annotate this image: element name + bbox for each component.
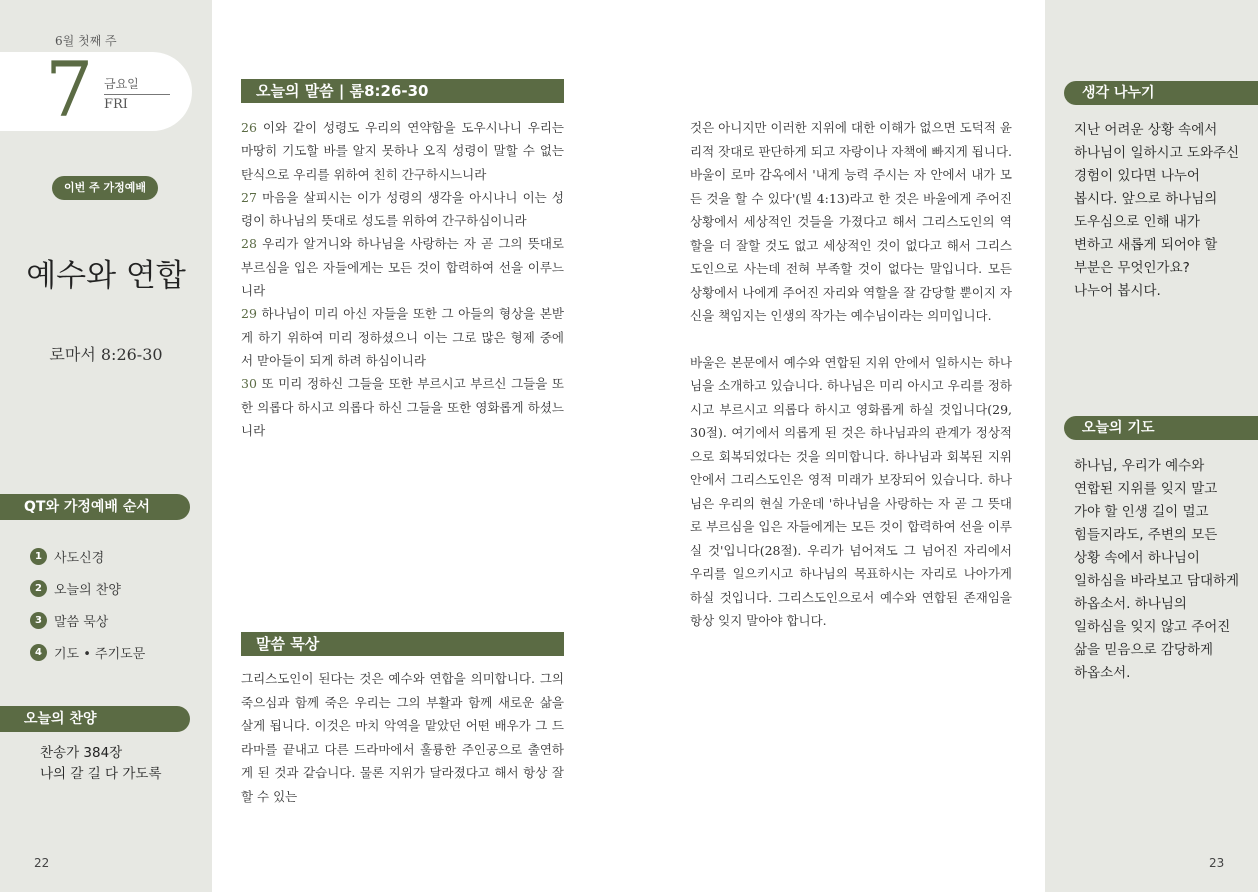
- verse-number: 26: [241, 120, 257, 135]
- page-number-left: 22: [34, 856, 50, 870]
- week-label: 6월 첫째 주: [55, 34, 117, 48]
- share-text: 지난 어려운 상황 속에서 하나님이 일하시고 도와주신 경험이 있다면 나누어 봅시다. 앞으로 하나님의 도우심으로 인해 내가 변하고 새롭게 되어야 할 부분은 무엇인가요? 나누어 봅시다.: [1074, 122, 1240, 299]
- day-divider: [104, 94, 170, 95]
- date-number: 7: [45, 45, 94, 134]
- day-korean: 금요일: [104, 77, 139, 91]
- verse: [241, 232, 564, 302]
- verse-text: 또 미리 정하신 그들을 또한 부르시고 부르신 그들을 또한 의롭다 하시고 의롭다 하신 그들을 또한 영화롭게 하셨느니라: [241, 376, 564, 438]
- verse-text: 우리가 알거니와 하나님을 사랑하는 자 곧 그의 뜻대로 부르심을 입은 자들에게는 모든 것이 합력하여 선을 이루느니라: [241, 236, 564, 299]
- meditation-heading: 말씀 묵상: [241, 632, 564, 656]
- prayer-heading: 오늘의 기도: [1064, 416, 1258, 440]
- verse-number: 29: [241, 306, 257, 322]
- page-title: 예수와 연합: [26, 258, 186, 294]
- number-badge: 1: [30, 548, 47, 565]
- number-badge: 2: [30, 580, 47, 597]
- prayer-text: 하나님, 우리가 예수와 연합된 지위를 잊지 말고 가야 할 인생 길이 멀고 힘들지라도, 주변의 모든 상황 속에서 하나님이 일하심을 바라보고 담대하게 하옵소서. 하나님의 일하심을 잊지 않고 주어진 삶을 믿음으로 감당하게 하옵소서.: [1074, 458, 1240, 681]
- day-english: FRI: [104, 97, 128, 112]
- verse: [241, 186, 564, 233]
- today-word-heading: 오늘의 말씀 | 롬8:26-30: [241, 79, 564, 103]
- number-badge: 3: [30, 612, 47, 629]
- meditation-text-col1: 그리스도인이 된다는 것은 예수와 연합을 의미합니다. 그의 죽으심과 함께 죽은 우리는 그의 부활과 함께 새로운 삶을 살게 됩니다. 이것은 마치 악역을 맡았던 어떤 배우가 그 드라마를 끝내고 다른 드라마에서 훌륭한 주인공으로 출연하게 된 것과 같습니다. 물론 지위가 달라졌다고 해서 항상 잘할 수 있는: [241, 671, 564, 804]
- verse: [241, 372, 564, 442]
- order-item-label: 오늘의 찬양: [54, 582, 121, 598]
- weekly-worship-badge: 이번 주 가정예배: [52, 176, 158, 200]
- order-heading: QT와 가정예배 순서: [0, 494, 190, 520]
- order-item: [30, 604, 145, 636]
- hymn-info: [40, 743, 162, 785]
- share-heading: 생각 나누기: [1064, 81, 1258, 105]
- order-item: [30, 540, 145, 572]
- number-badge: 4: [30, 644, 47, 661]
- hymn-title: 나의 갈 길 다 가도록: [40, 766, 162, 782]
- page-number-right: 23: [1209, 856, 1225, 870]
- verse-text: 하나님이 미리 아신 자들을 또한 그 아들의 형상을 본받게 하기 위하여 미리 정하셨으니 이는 그로 많은 형제 중에서 맏아들이 되게 하려 하심이니라: [241, 306, 564, 368]
- verse-number: 28: [241, 236, 257, 252]
- scripture-reference: 로마서 8:26-30: [49, 345, 163, 364]
- date-box: [0, 45, 192, 134]
- hymn-number: 찬송가 384장: [40, 745, 123, 761]
- order-item: [30, 572, 145, 604]
- verse-number: 27: [241, 189, 257, 205]
- order-item-label: 사도신경: [54, 550, 105, 566]
- meditation-text-col2: [690, 116, 1012, 633]
- verse: [241, 302, 564, 372]
- order-list: [30, 540, 145, 668]
- verse-number: 30: [241, 376, 257, 392]
- verse-text: 마음을 살피시는 이가 성령의 생각을 아시나니 이는 성령이 하나님의 뜻대로 성도를 위하여 간구하심이니라: [241, 189, 564, 229]
- meditation-paragraph: 바울은 본문에서 예수와 연합된 지위 안에서 일하시는 하나님을 소개하고 있습니다. 하나님은 미리 아시고 우리를 정하시고 부르시고 의롭다 하시고 영화롭게 하실 것입니다(29, 30절). 여기에서 의롭게 된 것은 하나님과의 관계가 정상적으로 회복되었다는 것을 의미합니다. 하나님과 회복된 지위 안에서 그리스도인은 영적 미래가 보장되어 있습니다. 하나님은 우리의 현실 가운데 '하나님을 사랑하는 자 곧 그 뜻대로 부르심을 입은 자들에게는 모든 것이 합력하여 선을 이루실 것'입니다(28절). 우리가 넘어져도 그 넘어진 자리에서 우리를 일으키시고 하나님의 목표하시는 자리로 나아가게 하실 것입니다. 그리스도인으로서 예수와 연합된 존재임을 항상 잊지 말아야 합니다.: [690, 354, 1012, 628]
- verse-text: 이와 같이 성령도 우리의 연약함을 도우시나니 우리는 마땅히 기도할 바를 알지 못하나 오직 성령이 말할 수 없는 탄식으로 우리를 위하여 친히 간구하시느니라: [241, 120, 564, 182]
- order-item-label: 말씀 묵상: [54, 614, 109, 630]
- meditation-paragraph: 것은 아니지만 이러한 지위에 대한 이해가 없으면 도덕적 윤리적 잣대로 판단하게 되고 자랑이나 자책에 빠지게 됩니다. 바울이 로마 감옥에서 '내게 능력 주시는 자 안에서 내가 모든 것을 할 수 있다'(빌 4:13)라고 한 것은 바울에게 주어진 상황에서 세상적인 것들을 가졌다고 해서 그리스도인의 역할을 더 잘할 것도 없고 세상적인 것이 없다고 해서 그리스도인으로 사는데 전혀 부족할 것이 없다는 말입니다. 모든 상황에서 나에게 주어진 자리와 역할을 잘 감당할 뿐이지 자신을 책임지는 인생의 작가는 예수님이라는 의미입니다.: [690, 120, 1012, 323]
- hymn-heading: 오늘의 찬양: [0, 706, 190, 732]
- scripture-text: [241, 116, 564, 442]
- order-item: [30, 636, 145, 668]
- verse: [241, 116, 564, 186]
- order-item-label: 기도 • 주기도문: [54, 646, 146, 662]
